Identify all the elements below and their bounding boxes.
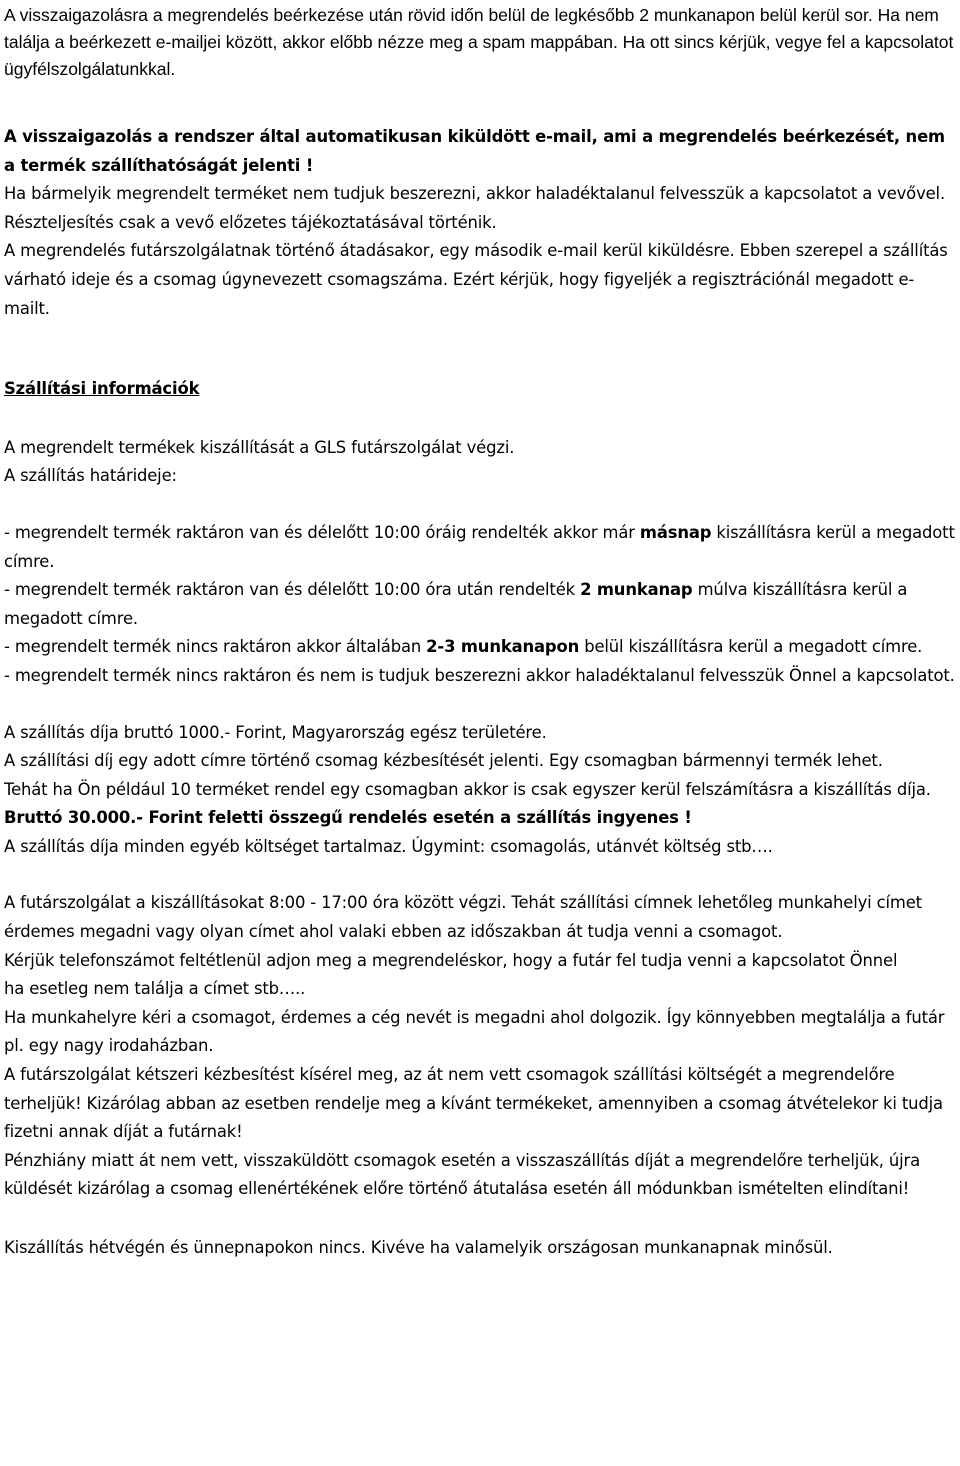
free-shipping-notice: Bruttó 30.000.- Forint feletti összegű rendelés esetén a szállítás ingyenes ! — [4, 808, 692, 828]
courier-section — [4, 889, 956, 1204]
workplace-tip: Ha munkahelyre kéri a csomagot, érdemes a cég nevét is megadni ahol dolgozik. Így könnyebben megtalálja a futár pl. egy nagy irodaházban. — [4, 1007, 945, 1056]
fee-example: Tehát ha Ön például 10 terméket rendel egy csomagban akkor is csak egyszer kerül felszámításra a kiszállítás díja. — [4, 779, 931, 799]
fee-line: A szállítás díja bruttó 1000.- Forint, Magyarország egész területére. — [4, 722, 547, 742]
shipping-rule — [4, 633, 956, 662]
intro-paragraph: A visszaigazolásra a megrendelés beérkezése után rövid időn belül de legkésőbb 2 munkanapon belül kerül sor. Ha nem találja a beérkezett e-mailjei között, akkor előbb nézze meg a spam mappában. Ha ott sincs kérjük, vegye fel a kapcsolatot ügyfélszolgálatunkkal. — [4, 5, 954, 79]
rule-text: belül kiszállításra kerül a megadott címre. — [579, 637, 923, 657]
shipping-heading: Szállítási információk — [4, 379, 200, 399]
spacer — [4, 1204, 956, 1234]
shipping-rule — [4, 662, 956, 691]
spacer — [4, 83, 956, 123]
returned-packages: Pénzhiány miatt át nem vett, visszaküldött csomagok esetén a visszaszállítás díját a megrendelőre terheljük, újra küldését kizárólag a csomag ellenértékének előre történő átutalása esetén áll módunkban ismételten elindítani! — [4, 1150, 921, 1199]
shipping-rule — [4, 519, 956, 576]
shipping-rule — [4, 576, 956, 633]
delivery-attempts: A futárszolgálat kétszeri kézbesítést kísérel meg, az át nem vett csomagok szállítási költségét a megrendelőre terheljük! Kizárólag abban az esetben rendelje meg a kívánt termékeket, amennyiben a csomag átvételekor ki tudja fizetni annak díját a futárnak! — [4, 1065, 943, 1142]
rule-text: - megrendelt termék raktáron van és délelőtt 10:00 óráig rendelték akkor már — [4, 522, 640, 542]
fees-section — [4, 719, 956, 862]
phone-reason: ha esetleg nem találja a címet stb….. — [4, 979, 306, 999]
fee-includes: A szállítás díja minden egyéb költséget tartalmaz. Úgymint: csomagolás, utánvét költség stb…. — [4, 836, 773, 856]
phone-request: Kérjük telefonszámot feltétlenül adjon meg a megrendeléskor, hogy a futár fel tudja venni a kapcsolatot Önnel — [4, 950, 898, 970]
spacer — [4, 491, 956, 519]
deadline-label: A szállítás határideje: — [4, 466, 177, 486]
spacer — [4, 404, 956, 434]
confirmation-section — [4, 123, 956, 323]
rule-text: kiszállításra kerül a megadott címre. — [4, 522, 955, 571]
weekend-notice: Kiszállítás hétvégén és ünnepnapokon nincs. Kivéve ha valamelyik országosan munkanapnak minősül. — [4, 1238, 833, 1257]
document-page — [4, 0, 956, 1263]
rule-text: múlva kiszállításra kerül a megadott címre. — [4, 580, 908, 628]
rule-emphasis: 2 munkanap — [580, 580, 693, 600]
spacer — [4, 861, 956, 889]
courier-hours: A futárszolgálat a kiszállításokat 8:00 - 17:00 óra között végzi. Tehát szállítási címnek lehetőleg munkahelyi címet érdemes megadni vagy olyan címet ahol valaki ebben az időszakban át tudja venni a csomagot. — [4, 893, 922, 942]
fee-meaning: A szállítási díj egy adott címre történő csomag kézbesítését jelenti. Egy csomagban bármennyi termék lehet. — [4, 751, 883, 771]
spacer — [4, 691, 956, 719]
dispatch-email-paragraph: A megrendelés futárszolgálatnak történő átadásakor, egy második e-mail kerül kiküldésre. Ebben szerepel a szállítás várható ideje és a csomag úgynevezett csomagszáma. Ezért kérjük, hogy figyeljék a regisztrációnál megadott e-mailt. — [4, 241, 948, 318]
rule-text: - megrendelt termék nincs raktáron akkor általában — [4, 637, 427, 657]
spacer — [4, 323, 956, 375]
rule-text: - megrendelt termék raktáron van és délelőtt 10:00 óra után rendelték — [4, 580, 581, 600]
rule-emphasis: 2-3 munkanapon — [426, 637, 580, 657]
rule-text: - megrendelt termék nincs raktáron és nem is tudjuk beszerezni akkor haladéktalanul felvesszük Önnel a kapcsolatot. — [4, 665, 955, 685]
shipping-section — [4, 375, 956, 690]
rule-emphasis: másnap — [639, 522, 712, 542]
procurement-paragraph: Ha bármelyik megrendelt terméket nem tudjuk beszerezni, akkor haladéktalanul felvesszük a kapcsolatot a vevővel. Részteljesítés csak a vevő előzetes tájékoztatásával történik. — [4, 184, 946, 232]
confirmation-notice: A visszaigazolás a rendszer által automatikusan kiküldött e-mail, ami a megrendelés beérkezését, nem a termék szállíthatóságát jelenti ! — [4, 127, 945, 175]
carrier-line: A megrendelt termékek kiszállítását a GLS futárszolgálat végzi. — [4, 437, 515, 457]
